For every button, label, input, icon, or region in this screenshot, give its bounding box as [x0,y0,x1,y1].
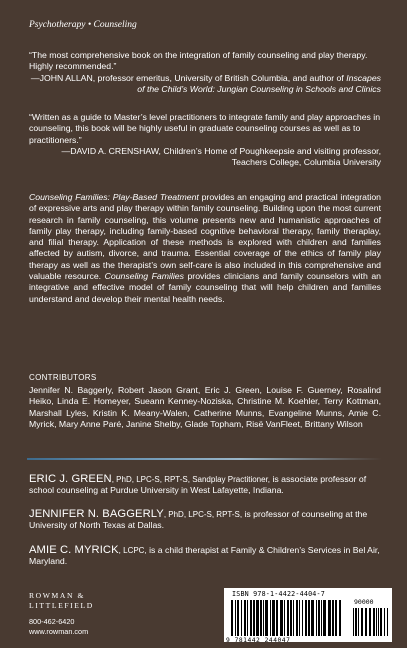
author-name: AMIE C. MYRICK [29,544,119,556]
description-part-2: provides clinicians and family counselors with an integrative and effective model of family counseling that will help children and families understand and develop their mental health needs. [29,271,381,304]
category-label: Psychotherapy • Counseling [29,20,137,30]
author-bio-baggerly [29,509,381,532]
quote-1-attribution [29,73,381,96]
author-bio-myrick [29,545,381,568]
book-description [29,192,381,305]
author-credentials: , PhD, LPC-S, RPT-S, [163,510,243,519]
author-credentials: , LCPC, [118,546,147,555]
author-bio: is professor of counseling at the University of North Texas at Dallas. [29,509,368,531]
quote-1-text: “The most comprehensive book on the integration of family counseling and play therapy. Highly recommended.” [29,50,368,72]
author-bio: is associate professor of school counseling at Purdue University in West Lafayette, Indiana. [29,474,367,496]
quote-2-text: “Written as a guide to Master’s level practitioners to integrate family and play approaches in counseling, this book will be highly useful in graduate counseling courses as well as to practitioners.” [29,112,381,145]
ean-digits: 9 781442 244047 [226,637,291,644]
contributors-list: Jennifer N. Baggerly, Robert Jason Grant, Eric J. Green, Louise F. Guerney, Rosalind Heiko, Linda E. Homeyer, Sueann Kenney-Noziska, Christine M. Koehler, Terry Kottman, Marshall Lyles, Kristin K. Meany-Walen, Catherine Munns, Evangeline Munns, Amie C. Myrick, Mary Anne Paré, Janine Shelby, Glade Topham, Risë VanFleet, Brittany Wilson [29,385,381,429]
publisher-logo [29,591,94,611]
author-name: JENNIFER N. BAGGERLY [29,508,164,520]
divider-rule [27,458,382,460]
isbn-number: ISBN 978-1-4422-4404-7 [232,590,325,598]
price-code: 90000 [354,598,374,606]
description-short-title: Counseling Families [104,271,184,282]
isbn-barcode [224,588,392,642]
author-name: ERIC J. GREEN [29,473,112,485]
description-title: Counseling Families: Play-Based Treatment [29,192,199,202]
publisher-phone: 800-462-6420 [29,617,75,626]
quote-2-attribution-line-2: Teachers College, Columbia University [231,157,381,168]
publisher-logo-line-1: ROWMAN & [29,591,86,600]
author-bio: is a child therapist at Family & Children’s Services in Bel Air, Maryland. [29,545,380,567]
publisher-logo-line-2: LITTLEFIELD [29,601,94,610]
quote-1-affiliation: , professor emeritus, University of British Columbia, and author of [92,72,347,83]
author-bio-green [29,474,381,497]
contributors-heading: CONTRIBUTORS [29,373,97,382]
quote-1-author: —JOHN ALLAN [30,72,93,83]
endorsement-quote-1 [29,50,381,95]
author-credentials: , PhD, LPC-S, RPT-S, Sandplay Practitioner, [111,475,271,484]
endorsement-quote-2 [29,112,381,168]
publisher-website[interactable]: www.rowman.com [29,627,89,636]
description-part-1: provides an engaging and practical integration of expressive arts and play therapy within family counseling. Building upon the most current research in family counseling, this volume presents new and humanistic approaches of family play therapy, including family-based cognitive behavioral therapy, family theraplay, and filial therapy. Application of these methods is explored with children and families affected by autism, divorce, and trauma. Essential coverage of the ethics of family play therapy as well as the therapist’s own self-care is also included in this comprehensive and valuable resource. [29,192,381,282]
quote-1-book-title: Inscapes of the Child’s World: Jungian Counseling in Schools and Clinics [137,72,381,94]
quote-2-attribution-line-1: —DAVID A. CRENSHAW, Children’s Home of Poughkeepsie and visiting professor, [61,145,381,156]
